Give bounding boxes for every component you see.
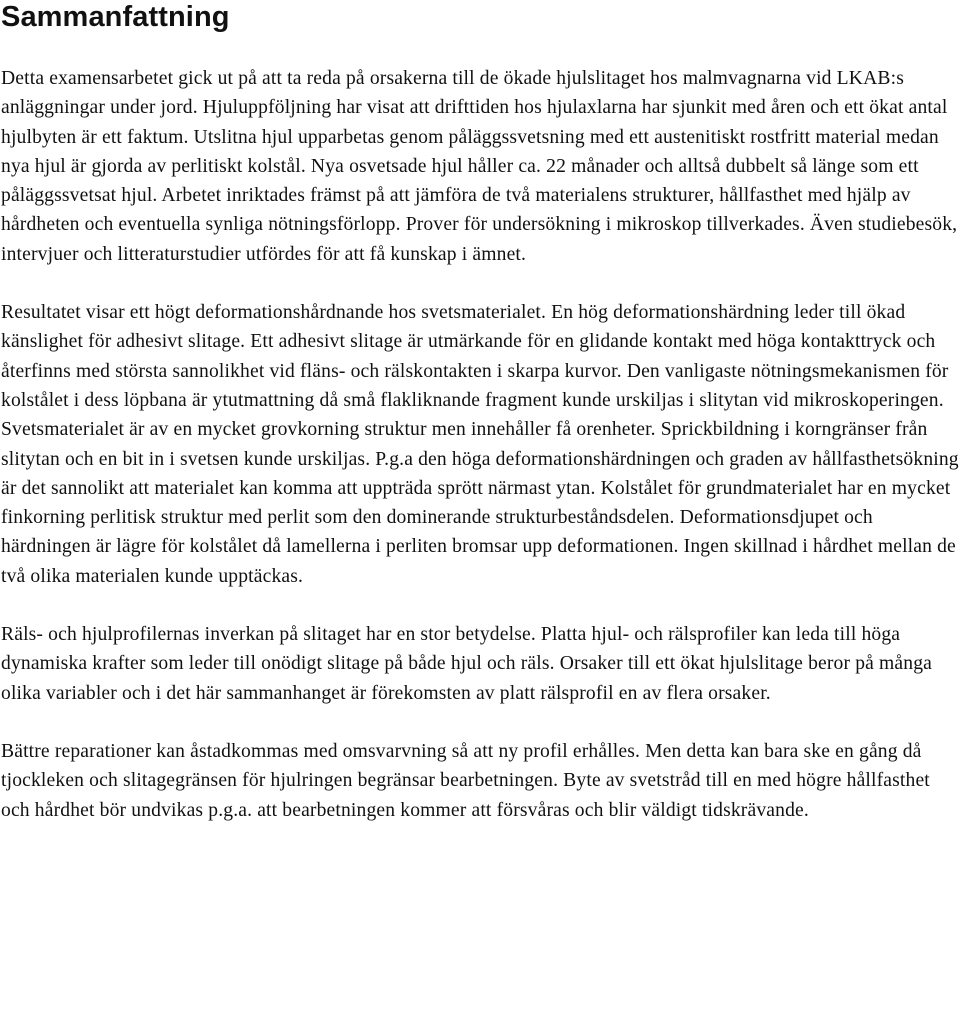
page-title: Sammanfattning xyxy=(1,1,230,33)
paragraph-2: Resultatet visar ett högt deformationshårdnande hos svetsmaterialet. En hög deformationshärdning leder till ökad känslighet för adhesivt slitage. Ett adhesivt slitage är utmärkande för en glidande kontakt med höga kontakttryck och återfinns med största sannolikhet vid fläns- och rälskontakten i skarpa kurvor. Den vanligaste nötningsmekanismen för kolstålet i dess löpbana är ytutmattning då små flakliknande fragment kunde urskiljas i slitytan vid mikroskoperingen. Svetsmaterialet är av en mycket grovkorning struktur men innehåller få orenheter. Sprickbildning i korngränser från slitytan och en bit in i svetsen kunde urskiljas. P.g.a den höga deformationshärdningen och graden av hållfasthetsökning är det sannolikt att materialet kan komma att uppträda sprött närmast ytan. Kolstålet för grundmaterialet har en mycket finkorning perlitisk struktur med perlit som den dominerande strukturbeståndsdelen. Deformationsdjupet och härdningen är lägre för kolstålet då lamellerna i perliten bromsar upp deformationen. Ingen skillnad i hårdhet mellan de två olika materialen kunde upptäckas. xyxy=(1,302,959,587)
document-body xyxy=(1,64,959,854)
paragraph-4: Bättre reparationer kan åstadkommas med omsvarvning så att ny profil erhålles. Men detta kan bara ske en gång då tjockleken och slitagegränsen för hjulringen begränsar bearbetningen. Byte av svetstråd till en med högre hållfasthet och hårdhet bör undvikas p.g.a. att bearbetningen kommer att försvåras och blir väldigt tidskrävande. xyxy=(1,740,930,821)
paragraph-1: Detta examensarbetet gick ut på att ta reda på orsakerna till de ökade hjulslitaget hos malmvagnarna vid LKAB:s anläggningar under jord. Hjuluppföljning har visat att drifttiden hos hjulaxlarna har sjunkit med åren och ett ökat antal hjulbyten är ett faktum. Utslitna hjul upparbetas genom påläggssvetsning med ett austenitiskt rostfritt material medan nya hjul är gjorda av perlitiskt kolstål. Nya osvetsade hjul håller ca. 22 månader och alltså dubbelt så länge som ett påläggssvetsat hjul. Arbetet inriktades främst på att jämföra de två materialens strukturer, hållfasthet med hjälp av hårdheten och eventuella synliga nötningsförlopp. Prover för undersökning i mikroskop tillverkades. Även studiebesök, intervjuer och litteraturstudier utfördes för att få kunskap i ämnet. xyxy=(1,68,958,265)
paragraph-3: Räls- och hjulprofilernas inverkan på slitaget har en stor betydelse. Platta hjul- och rälsprofiler kan leda till höga dynamiska krafter som leder till onödigt slitage på både hjul och räls. Orsaker till ett ökat hjulslitage beror på många olika variabler och i det här sammanhanget är förekomsten av platt rälsprofil en av flera orsaker. xyxy=(1,624,933,704)
